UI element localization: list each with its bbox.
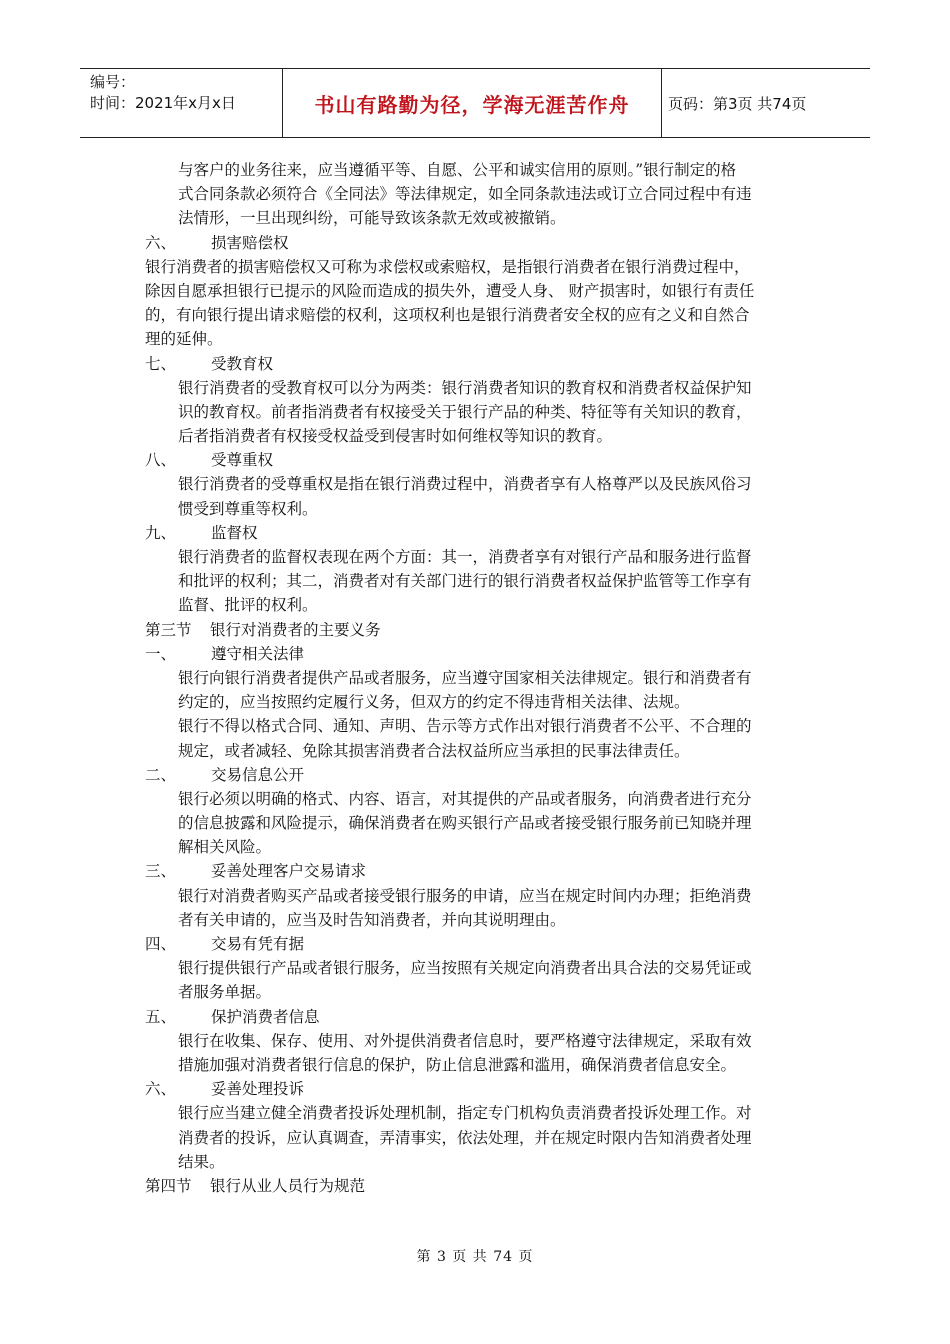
section-heading xyxy=(145,642,815,666)
heading-number: 三、 xyxy=(145,862,177,881)
chapter-section-heading xyxy=(145,1174,815,1198)
heading-title: 妥善处理投诉 xyxy=(211,1080,305,1099)
heading-title: 交易有凭有据 xyxy=(211,935,305,953)
body-line: 解相关风险。 xyxy=(178,838,272,857)
body-line: 银行消费者的损害赔偿权又可称为求偿权或索赔权，是指银行消费者在银行消费过程中， xyxy=(145,257,750,276)
heading-title: 交易信息公开 xyxy=(211,765,305,784)
header-page-info: 页码：第3页 共74页 xyxy=(668,94,807,113)
section-heading xyxy=(145,352,815,376)
body-line: 措施加强对消费者银行信息的保护，防止信息泄露和滥用，确保消费者信息安全。 xyxy=(178,1055,737,1074)
body-line: 识的教育权。前者指消费者有权接受关于银行产品的种类、特征等有关知识的教育， xyxy=(178,402,752,421)
chapter-section-heading xyxy=(145,618,815,642)
heading-number: 六、 xyxy=(145,233,177,252)
page-footer: 第 3 页 共 74 页 xyxy=(416,1249,534,1265)
heading-number: 九、 xyxy=(145,523,177,542)
section-heading xyxy=(145,1005,815,1029)
heading-number: 七、 xyxy=(145,354,177,373)
section-title: 银行从业人员行为规范 xyxy=(210,1176,366,1195)
body-line: 银行向银行消费者提供产品或者服务，应当遵守国家相关法律规定。银行和消费者有 xyxy=(178,668,752,687)
body-line: 约定的，应当按照约定履行义务，但双方的约定不得违背相关法律、法规。 xyxy=(178,693,690,712)
heading-number: 六、 xyxy=(145,1080,177,1099)
header-meta xyxy=(90,72,280,114)
body-line: 者服务单据。 xyxy=(178,983,272,1002)
body-line: 银行提供银行产品或者银行服务，应当按照有关规定向消费者出具合法的交易凭证或 xyxy=(178,959,752,978)
section-heading xyxy=(145,448,815,472)
body-line: 除因自愿承担银行已提示的风险而造成的损失外，遭受人身、 财产损害时，如银行有责任 xyxy=(145,281,755,300)
body-line: 的，有向银行提出请求赔偿的权利，这项权利也是银行消费者安全权的应有之义和自然合 xyxy=(145,306,750,325)
body-line: 规定，或者减轻、免除其损害消费者合法权益所应当承担的民事法律责任。 xyxy=(178,741,690,760)
heading-title: 监督权 xyxy=(211,523,258,542)
section-heading xyxy=(145,1077,815,1101)
section-heading xyxy=(145,521,815,545)
body-line: 理的延伸。 xyxy=(145,330,223,349)
body-line: 式合同条款必须符合《全同法》等法律规定，如全同条款违法或订立合同过程中有违 xyxy=(178,185,752,204)
heading-title: 损害赔偿权 xyxy=(211,233,289,252)
body-line: 消费者的投诉，应认真调查，弄清事实，依法处理，并在规定时限内告知消费者处理 xyxy=(178,1128,752,1147)
heading-number: 五、 xyxy=(145,1007,177,1026)
body-line: 监督、批评的权利。 xyxy=(178,596,318,615)
header-motto: 书山有路勤为径，学海无涯苦作舟 xyxy=(282,69,662,137)
heading-title: 受教育权 xyxy=(211,354,274,373)
heading-title: 受尊重权 xyxy=(211,451,274,470)
section-heading xyxy=(145,859,815,883)
body-line: 后者指消费者有权接受权益受到侵害时如何维权等知识的教育。 xyxy=(178,427,613,446)
section-number: 第三节 xyxy=(145,620,192,639)
body-line: 与客户的业务往来，应当遵循平等、自愿、公平和诚实信用的原则。”银行制定的格 xyxy=(178,161,737,179)
body-line: 和批评的权利；其二，消费者对有关部门进行的银行消费者权益保护监管等工作享有 xyxy=(178,572,752,591)
heading-title: 遵守相关法律 xyxy=(211,644,305,663)
heading-title: 保护消费者信息 xyxy=(211,1007,320,1026)
section-number: 第四节 xyxy=(145,1176,192,1195)
heading-title: 妥善处理客户交易请求 xyxy=(211,862,367,881)
body-line: 结果。 xyxy=(178,1152,225,1171)
body-line: 银行必须以明确的格式、内容、语言，对其提供的产品或者服务，向消费者进行充分 xyxy=(178,789,752,808)
heading-number: 一、 xyxy=(145,644,177,663)
heading-number: 八、 xyxy=(145,451,177,470)
body-line: 银行不得以格式合同、通知、声明、告示等方式作出对银行消费者不公平、不合理的 xyxy=(178,717,752,736)
section-heading xyxy=(145,231,815,255)
heading-number: 二、 xyxy=(145,765,177,784)
body-line: 银行应当建立健全消费者投诉处理机制，指定专门机构负责消费者投诉处理工作。对 xyxy=(178,1104,752,1123)
document-body xyxy=(145,158,815,1198)
body-line: 银行消费者的受教育权可以分为两类：银行消费者知识的教育权和消费者权益保护知 xyxy=(178,378,752,397)
heading-number: 四、 xyxy=(145,935,177,953)
page-header xyxy=(80,68,870,138)
body-line: 法情形，一旦出现纠纷，可能导致该条款无效或被撤销。 xyxy=(178,209,566,228)
body-line: 银行在收集、保存、使用、对外提供消费者信息时，要严格遵守法律规定，采取有效 xyxy=(178,1031,752,1050)
body-line: 银行消费者的监督权表现在两个方面：其一，消费者享有对银行产品和服务进行监督 xyxy=(178,548,752,566)
section-heading xyxy=(145,932,815,956)
body-line: 银行对消费者购买产品或者接受银行服务的申请，应当在规定时间内办理；拒绝消费 xyxy=(178,886,752,905)
body-line: 惯受到尊重等权利。 xyxy=(178,499,318,518)
document-number-label: 编号： xyxy=(90,73,136,91)
body-line: 的信息披露和风险提示，确保消费者在购买银行产品或者接受银行服务前已知晓并理 xyxy=(178,814,752,833)
section-title: 银行对消费者的主要义务 xyxy=(210,620,381,639)
section-heading xyxy=(145,763,815,787)
document-date-label: 时间：2021年x月x日 xyxy=(90,94,236,112)
body-line: 银行消费者的受尊重权是指在银行消费过程中，消费者享有人格尊严以及民族风俗习 xyxy=(178,475,752,494)
body-line: 者有关申请的，应当及时告知消费者，并向其说明理由。 xyxy=(178,910,566,929)
